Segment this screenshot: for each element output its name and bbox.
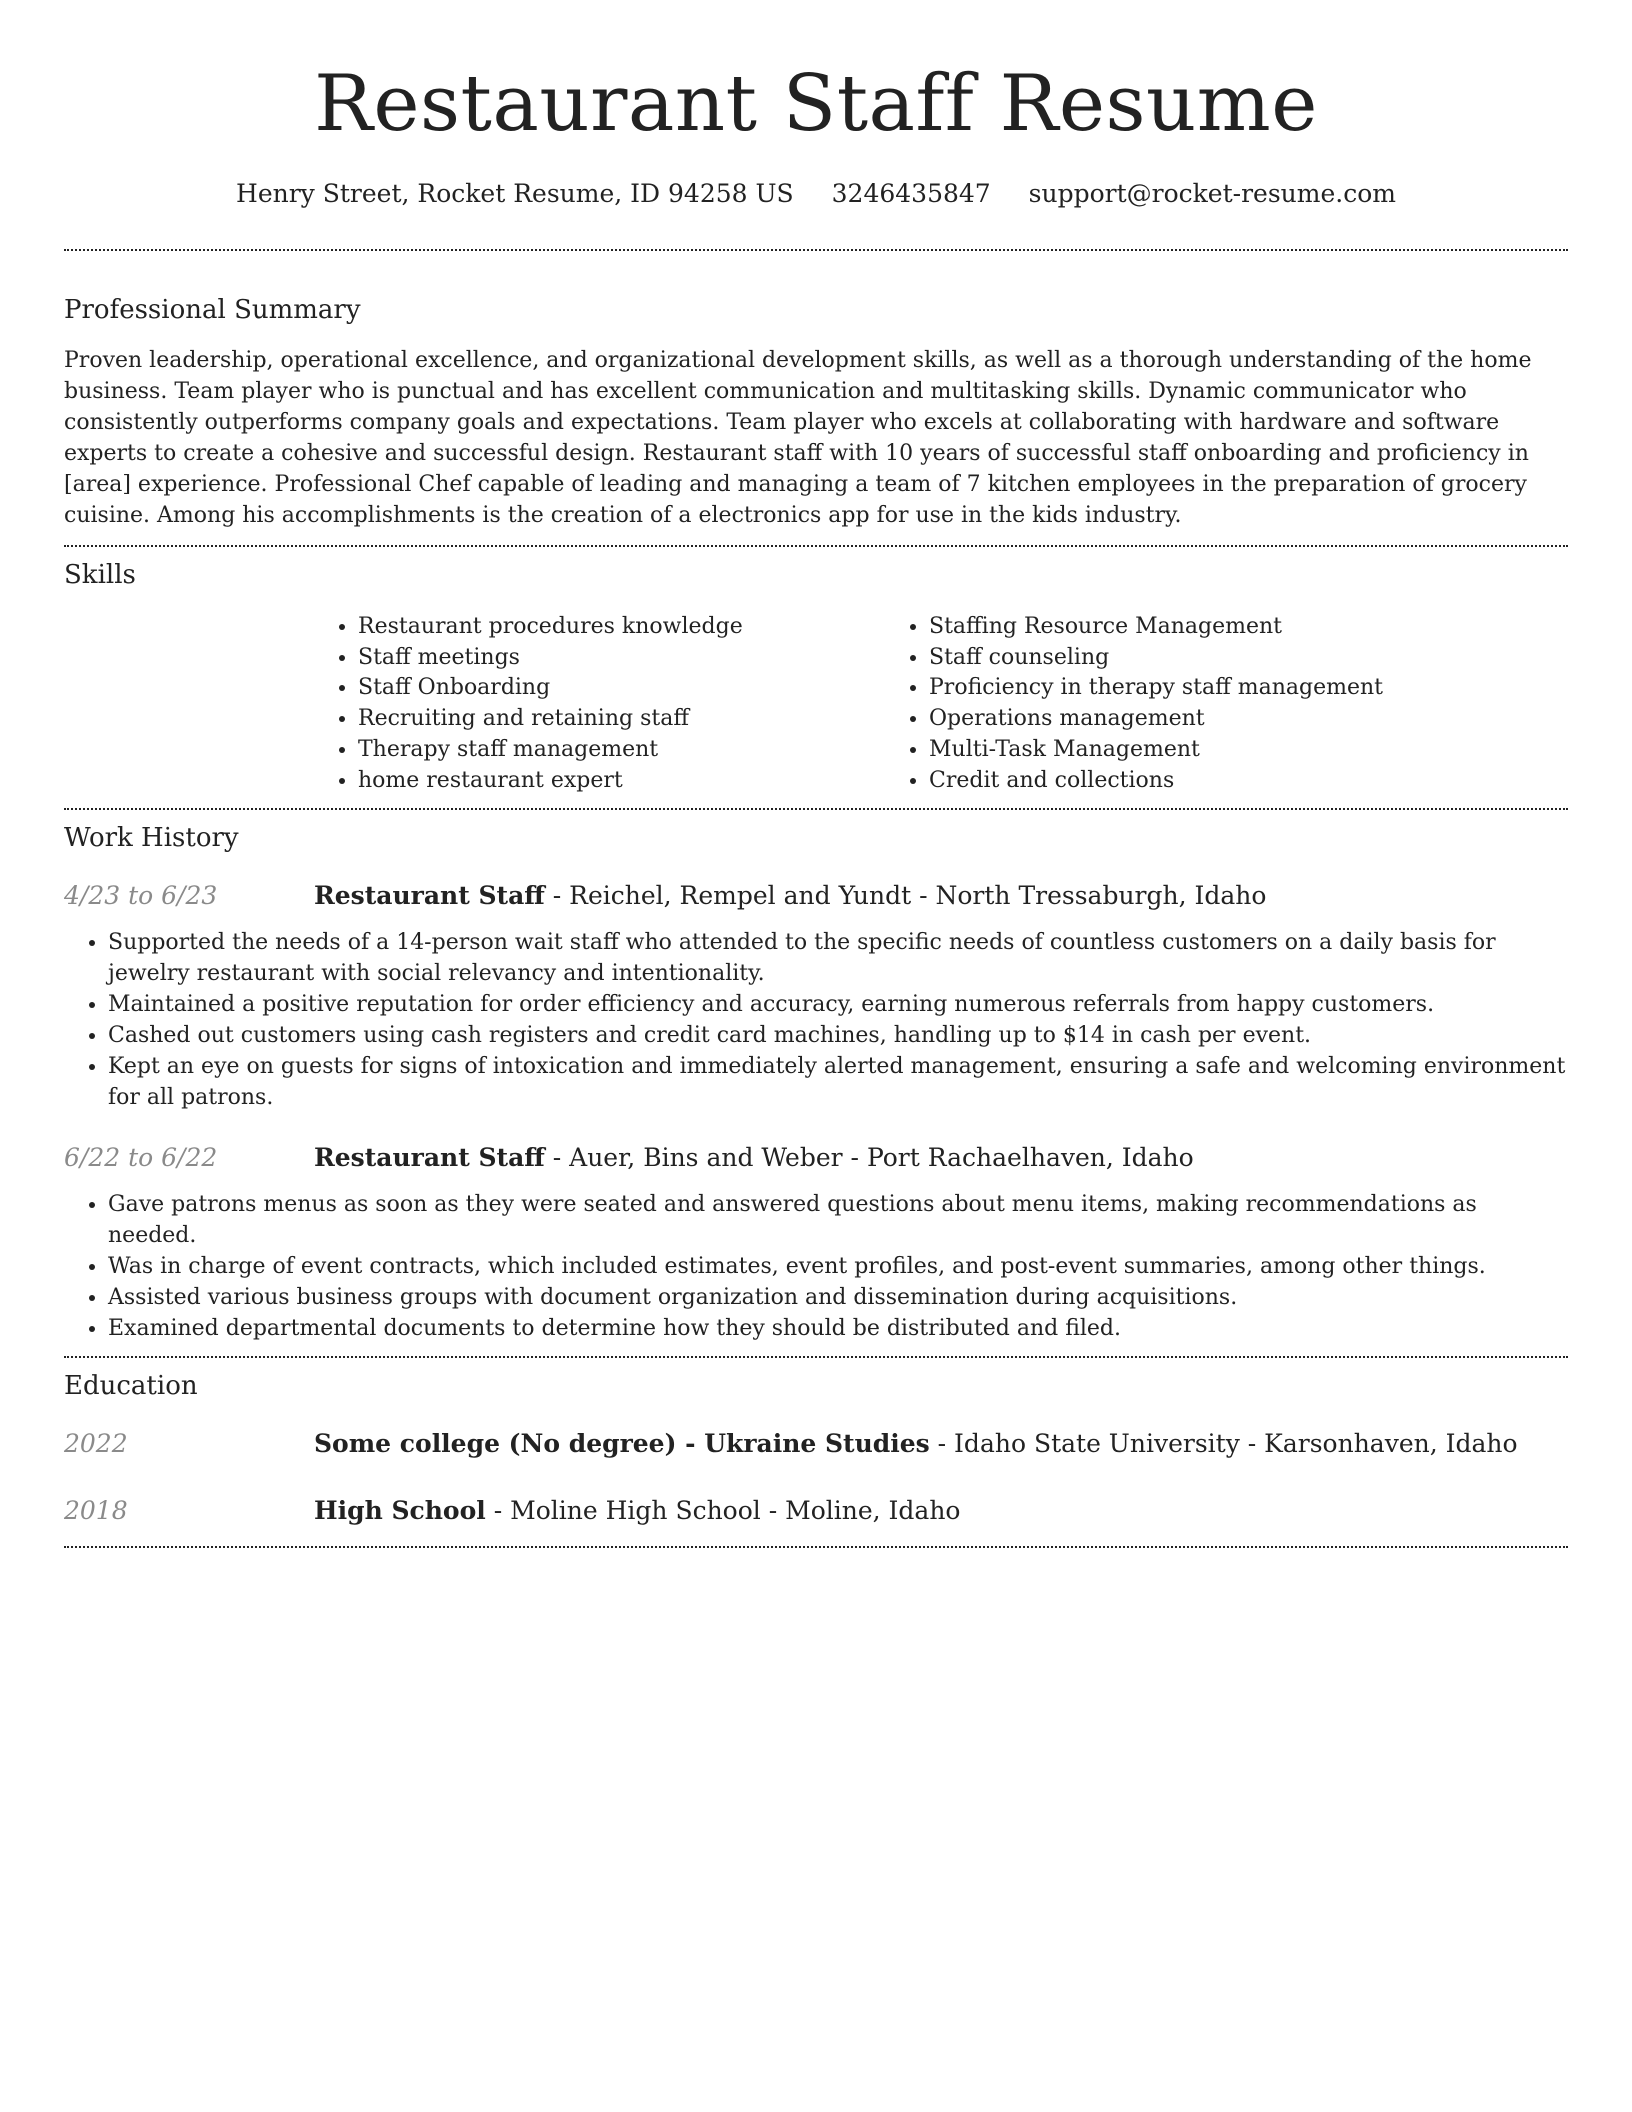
- education-degree: High School: [314, 1496, 486, 1526]
- resume-title: Restaurant Staff Resume: [314, 59, 1318, 149]
- section-title-summary: Professional Summary: [64, 295, 361, 325]
- education-year: 2018: [64, 1496, 128, 1526]
- job-header: [64, 879, 1568, 913]
- skill-item: • home restaurant expert: [358, 766, 885, 797]
- education-school: - Moline High School - Moline, Idaho: [485, 1496, 961, 1526]
- job-entry: [64, 879, 1568, 1113]
- education-entry: [64, 1427, 1568, 1461]
- education-school: - Idaho State University - Karsonhaven, Idaho: [929, 1429, 1518, 1459]
- skill-item: • Restaurant procedures knowledge: [358, 612, 885, 643]
- resume-page: [64, 0, 1568, 1548]
- skill-item: • Operations management: [929, 704, 1456, 735]
- skills-list-right: [885, 612, 1456, 796]
- section-title-work: Work History: [64, 823, 239, 854]
- section-title-skills: Skills: [64, 560, 136, 590]
- job-bullet: • Was in charge of event contracts, which included estimates, event profiles, and post-event summaries, among other things.: [108, 1251, 1568, 1282]
- contact-email: support@rocket-resume.com: [1028, 179, 1396, 208]
- job-title: Restaurant Staff: [314, 881, 545, 911]
- job-bullet: • Supported the needs of a 14-person wait staff who attended to the specific needs of countless customers on a daily basis for jewelry restaurant with social relevancy and intentionality.: [108, 927, 1568, 989]
- job-entry: [64, 1141, 1568, 1344]
- summary-text: Proven leadership, operational excellence, and organizational development skills, as well as a thorough understanding of the home business. Team player who is punctual and has excellent communication and multitasking skills. Dynamic communicator who consistently outperforms company goals and expectations. Team player who excels at collaborating with hardware and software experts to create a cohesive and successful design. Restaurant staff with 10 years of successful staff onboarding and proficiency in [area] experience. Professional Chef capable of leading and managing a team of 7 kitchen employees in the preparation of grocery cuisine. Among his accomplishments is the creation of a electronics app for use in the kids industry.: [64, 348, 1532, 528]
- education-heading: [314, 1494, 961, 1528]
- skill-item: • Staff counseling: [929, 643, 1456, 674]
- contact-line: [64, 177, 1568, 211]
- job-heading: [314, 879, 1266, 913]
- divider-work: [64, 1356, 1568, 1358]
- job-bullets: [64, 927, 1568, 1113]
- skills-grid: [314, 612, 1568, 796]
- education-year: 2022: [64, 1429, 128, 1459]
- education-entry: [64, 1494, 1568, 1528]
- job-employer: - Reichel, Rempel and Yundt - North Tressaburgh, Idaho: [544, 881, 1267, 911]
- contact-phone: 3246435847: [831, 179, 991, 208]
- job-heading: [314, 1141, 1194, 1175]
- job-bullet: • Cashed out customers using cash registers and credit card machines, handling up to $14 in cash per event.: [108, 1020, 1568, 1051]
- section-title-education: Education: [64, 1371, 198, 1402]
- skill-item: • Staffing Resource Management: [929, 612, 1456, 643]
- job-employer: - Auer, Bins and Weber - Port Rachaelhaven, Idaho: [544, 1143, 1194, 1173]
- divider-skills: [64, 808, 1568, 810]
- divider-summary: [64, 545, 1568, 547]
- job-bullet: • Assisted various business groups with document organization and dissemination during acquisitions.: [108, 1282, 1568, 1313]
- education-heading: [314, 1427, 1518, 1461]
- job-title: Restaurant Staff: [314, 1143, 545, 1173]
- job-bullet: • Kept an eye on guests for signs of intoxication and immediately alerted management, ensuring a safe and welcoming environment for all patrons.: [108, 1051, 1568, 1113]
- contact-address: Henry Street, Rocket Resume, ID 94258 US: [236, 179, 794, 208]
- skill-item: • Staff Onboarding: [358, 673, 885, 704]
- job-bullet: • Gave patrons menus as soon as they were seated and answered questions about menu items, making recommendations as needed.: [108, 1189, 1568, 1251]
- job-dates: 4/23 to 6/23: [64, 881, 218, 911]
- skill-item: • Credit and collections: [929, 766, 1456, 797]
- education-degree: Some college (No degree) - Ukraine Studies: [314, 1429, 930, 1459]
- skill-item: • Staff meetings: [358, 643, 885, 674]
- divider-education: [64, 1546, 1568, 1548]
- skill-item: • Recruiting and retaining staff: [358, 704, 885, 735]
- job-bullet: • Examined departmental documents to determine how they should be distributed and filed.: [108, 1313, 1568, 1344]
- job-header: [64, 1141, 1568, 1175]
- job-bullets: [64, 1189, 1568, 1344]
- skill-item: • Multi-Task Management: [929, 735, 1456, 766]
- skills-list-left: [314, 612, 885, 796]
- divider-header: [64, 249, 1568, 251]
- job-bullet: • Maintained a positive reputation for order efficiency and accuracy, earning numerous referrals from happy customers.: [108, 989, 1568, 1020]
- skill-item: • Therapy staff management: [358, 735, 885, 766]
- job-dates: 6/22 to 6/22: [64, 1143, 218, 1173]
- skill-item: • Proficiency in therapy staff management: [929, 673, 1456, 704]
